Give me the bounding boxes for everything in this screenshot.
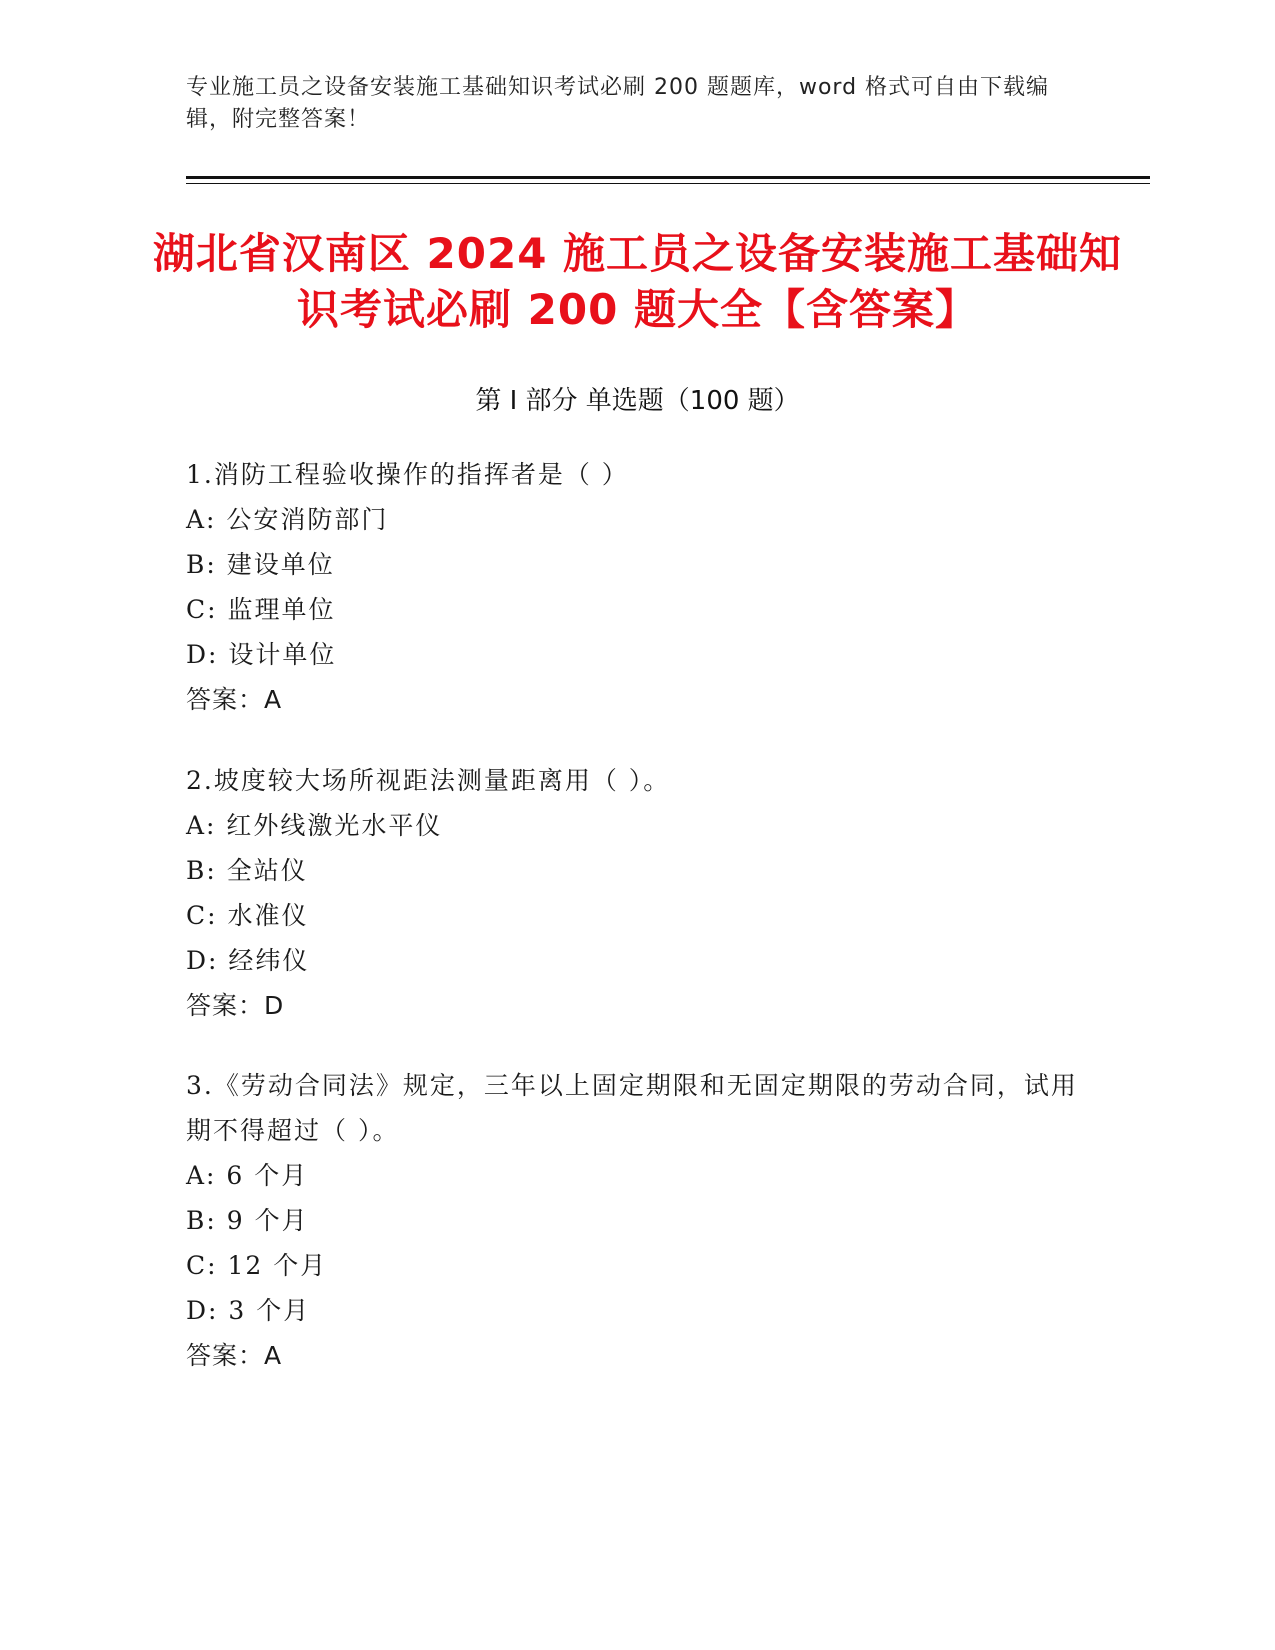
header-divider-thick [186,176,1150,179]
option-a: A: 红外线激光水平仪 [186,811,443,840]
answer: 答案：A [186,1341,283,1370]
option-d: D: 经纬仪 [186,946,310,975]
option-b: B: 建设单位 [186,550,335,579]
option-a: A: 6 个月 [186,1161,309,1190]
question-stem: 3.《劳动合同法》规定，三年以上固定期限和无固定期限的劳动合同，试用期不得超过（ ）。 [186,1071,1078,1145]
answer: 答案：A [186,685,283,714]
option-d: D: 3 个月 [186,1296,311,1325]
question-block [186,758,1086,1028]
question-stem: 2.坡度较大场所视距法测量距离用（ ）。 [186,766,671,795]
question-block [186,452,1086,722]
option-c: C: 监理单位 [186,595,336,624]
option-c: C: 12 个月 [186,1251,328,1280]
question-block [186,1063,1086,1378]
option-d: D: 设计单位 [186,640,337,669]
header-note: 专业施工员之设备安装施工基础知识考试必刷 200 题题库，word 格式可自由下载编辑，附完整答案！ [186,75,1050,132]
section-heading: 第 I 部分 单选题（100 题） [475,386,800,416]
document-title: 湖北省汉南区 2024 施工员之设备安装施工基础知识考试必刷 200 题大全【含答案】 [152,229,1123,334]
header-divider-thin [186,183,1150,184]
option-b: B: 全站仪 [186,856,308,885]
question-stem: 1.消防工程验收操作的指挥者是（ ） [186,460,629,489]
option-b: B: 9 个月 [186,1206,309,1235]
answer: 答案：D [186,991,285,1020]
option-c: C: 水准仪 [186,901,309,930]
option-a: A: 公安消防部门 [186,505,389,534]
